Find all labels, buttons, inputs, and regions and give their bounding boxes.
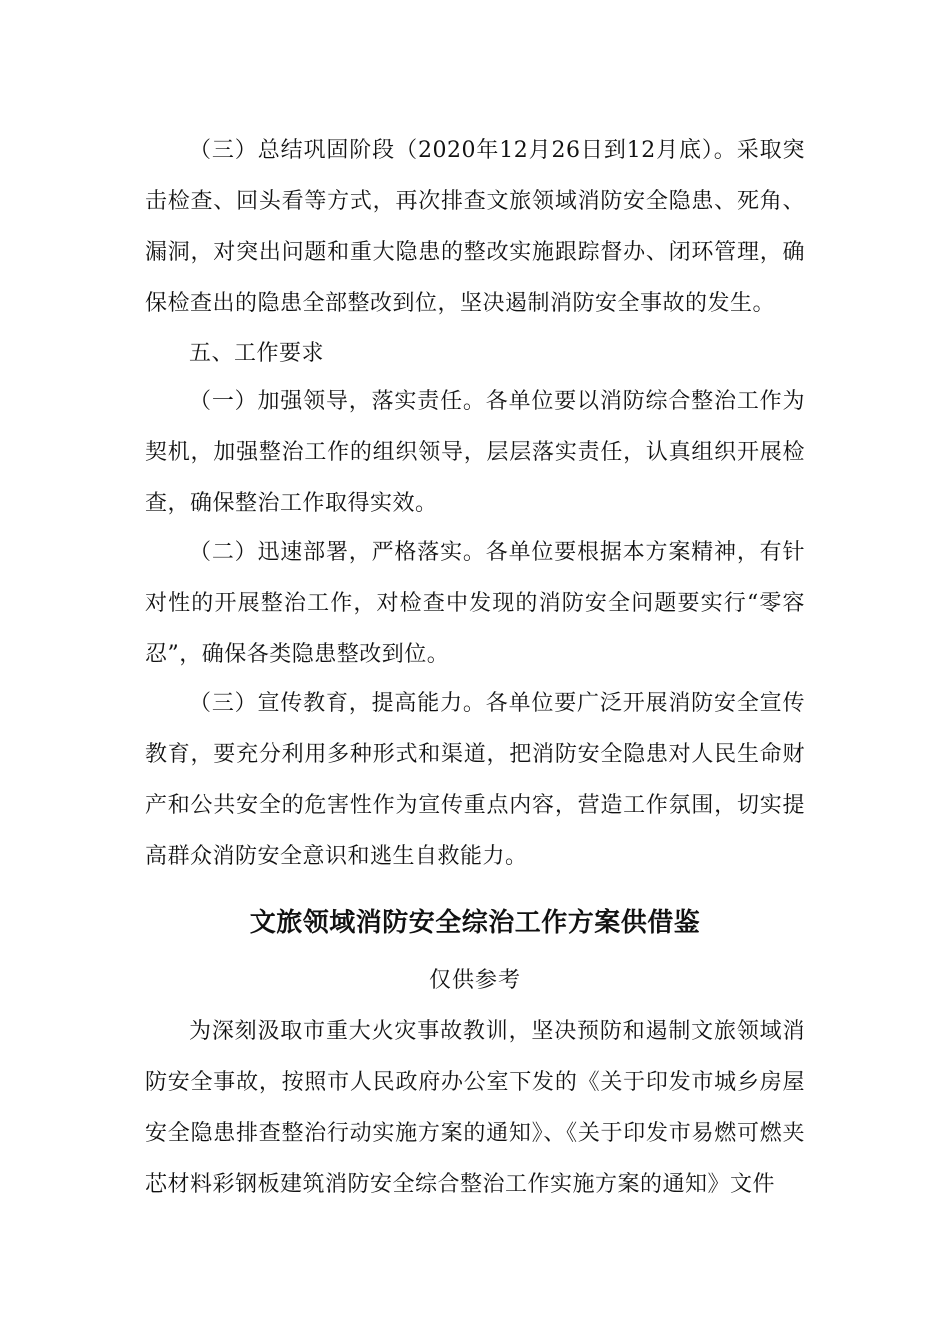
section-heading-work-requirements: 五、工作要求: [189, 341, 325, 366]
intro-paragraph: 为深刻汲取市重大火灾事故教训，坚决预防和遏制文旅领域消防安全事故，按照市人民政府办公室下发的《关于印发市城乡房屋安全隐患排查整治行动实施方案的通知》、《关于印发市易燃可燃夹芯材料彩钢板建筑消防安全综合整治工作实施方案的通知》文件: [145, 1019, 805, 1197]
requirement-three-paragraph: （三）宣传教育，提高能力。各单位要广泛开展消防安全宣传教育，要充分利用多种形式和渠道，把消防安全隐患对人民生命财产和公共安全的危害性作为宣传重点内容，营造工作氛围，切实提高群众消防安全意识和逃生自救能力。: [145, 691, 805, 869]
requirement-one-paragraph: （一）加强领导，落实责任。各单位要以消防综合整治工作为契机，加强整治工作的组织领导，层层落实责任，认真组织开展检查，确保整治工作取得实效。: [145, 389, 805, 516]
document-title: 文旅领域消防安全综治工作方案供借鉴: [249, 908, 701, 938]
document-subtitle: 仅供参考: [428, 968, 521, 993]
section-three-paragraph: （三）总结巩固阶段（2020年12月26日到12月底）。采取突击检查、回头看等方式，再次排查文旅领域消防安全隐患、死角、漏洞，对突出问题和重大隐患的整改实施跟踪督办、闭环管理，确保检查出的隐患全部整改到位，坚决遏制消防安全事故的发生。: [145, 138, 805, 316]
requirement-two-paragraph: （二）迅速部署，严格落实。各单位要根据本方案精神，有针对性的开展整治工作，对检查中发现的消防安全问题要实行“零容忍”，确保各类隐患整改到位。: [145, 540, 805, 667]
